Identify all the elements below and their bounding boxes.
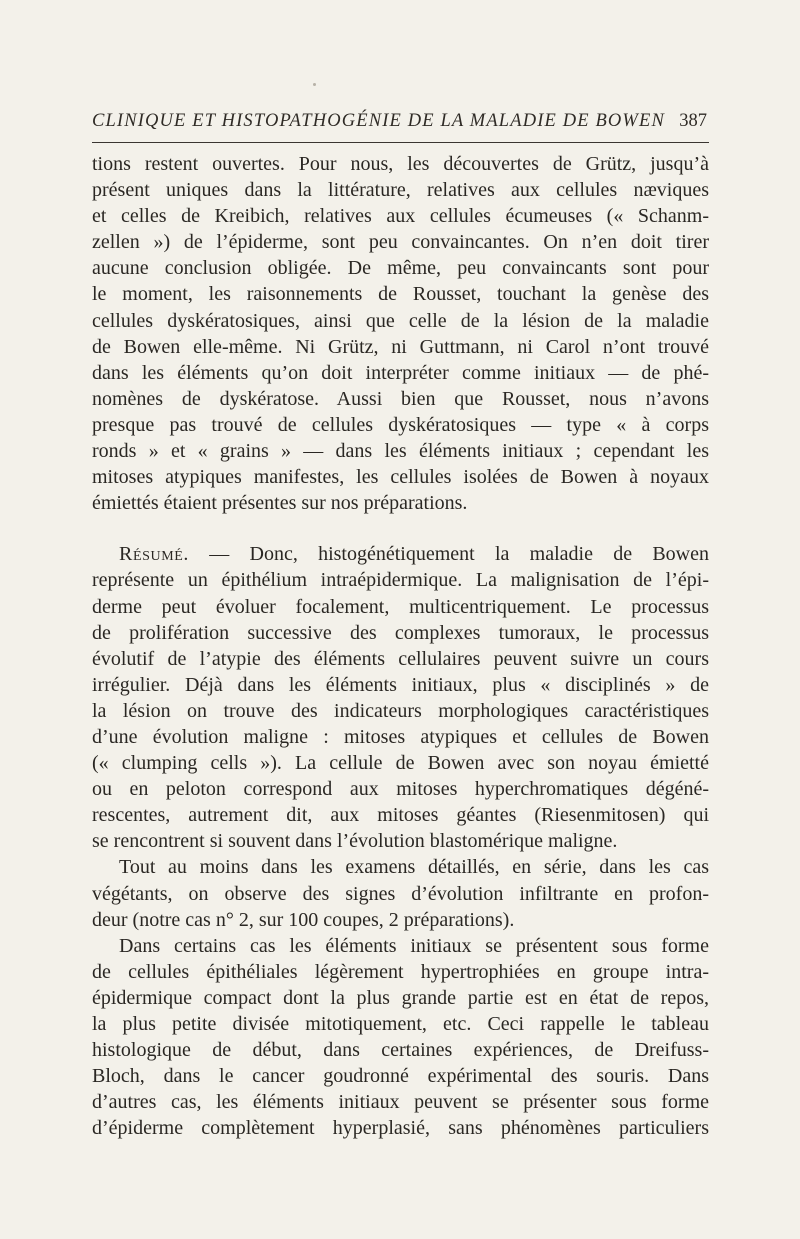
text-line: d’une évolution maligne : mitoses atypiques et cellules de Bowen	[92, 725, 709, 748]
paragraph-3	[92, 854, 709, 932]
text-line: végétants, on observe des signes d’évolution infiltrante en profon-	[92, 882, 709, 905]
text-line: ronds » et « grains » — dans les éléments initiaux ; cependant les	[92, 440, 709, 463]
body-text	[92, 151, 709, 1141]
paragraph-4	[92, 933, 709, 1142]
text-line: Tout au moins dans les examens détaillés, en série, dans les cas	[119, 856, 709, 879]
paragraph-2	[92, 541, 709, 854]
text-line: le moment, les raisonnements de Rousset, touchant la genèse des	[92, 283, 709, 306]
text-line: zellen ») de l’épiderme, sont peu convaincantes. On n’en doit tirer	[92, 231, 709, 254]
text-line: évolutif de l’atypie des éléments cellulaires peuvent suivre un cours	[92, 647, 709, 670]
text-line: deur (notre cas n° 2, sur 100 coupes, 2 préparations).	[92, 908, 515, 931]
text-line: ou en peloton correspond aux mitoses hyperchromatiques dégéné-	[92, 778, 709, 801]
header-rule	[92, 142, 709, 143]
text-line: représente un épithélium intraépidermique. La malignisation de l’épi-	[92, 569, 709, 592]
text-line: histologique de début, dans certaines expériences, de Dreifuss-	[92, 1039, 709, 1062]
header-title: CLINIQUE ET HISTOPATHOGÉNIE DE LA MALADIE DE BOWEN	[92, 111, 665, 131]
text-line: émiettés étaient présentes sur nos préparations.	[92, 492, 468, 515]
text-line: la lésion on trouve des indicateurs morphologiques caractéristiques	[92, 699, 709, 722]
text-line: de Bowen elle-même. Ni Grütz, ni Guttmann, ni Carol n’ont trouvé	[92, 335, 709, 358]
text-line: derme peut évoluer focalement, multicentriquement. Le processus	[92, 595, 709, 618]
text-line	[92, 541, 709, 567]
text-line: Dans certains cas les éléments initiaux se présentent sous forme	[119, 934, 709, 957]
text-line: nomènes de dyskératose. Aussi bien que Rousset, nous n’avons	[92, 387, 709, 410]
text-line: de prolifération successive des complexes tumoraux, le processus	[92, 621, 709, 644]
text-line: se rencontrent si souvent dans l’évolution blastomérique maligne.	[92, 830, 618, 853]
paper-speck	[313, 83, 316, 86]
text-line: dans les éléments qu’on doit interpréter comme initiaux — de phé-	[92, 361, 709, 384]
text-line: et celles de Kreibich, relatives aux cellules écumeuses (« Schanm-	[92, 205, 709, 228]
text-line: tions restent ouvertes. Pour nous, les découvertes de Grütz, jusqu’à	[92, 153, 709, 175]
text-line: Bloch, dans le cancer goudronné expérimental des souris. Dans	[92, 1065, 709, 1088]
text-line: rescentes, autrement dit, aux mitoses géantes (Riesenmitosen) qui	[92, 804, 709, 827]
section-label: Résumé.	[119, 543, 189, 566]
text-line: épidermique compact dont la plus grande partie est en état de repos,	[92, 986, 709, 1009]
text-line: aucune conclusion obligée. De même, peu convaincants sont pour	[92, 257, 709, 280]
text-line: d’autres cas, les éléments initiaux peuvent se présenter sous forme	[92, 1091, 709, 1114]
text-line-content: — Donc, histogénétiquement la maladie de Bowen	[189, 543, 709, 566]
text-line: d’épiderme complètement hyperplasié, sans phénomènes particuliers	[92, 1117, 709, 1140]
text-line: cellules dyskératosiques, ainsi que celle de la lésion de la maladie	[92, 309, 709, 332]
running-header	[92, 111, 709, 137]
text-line: irrégulier. Déjà dans les éléments initiaux, plus « disciplinés » de	[92, 673, 709, 696]
paragraph-gap	[92, 516, 709, 541]
text-line: présent uniques dans la littérature, relatives aux cellules næviques	[92, 179, 709, 202]
text-line: la plus petite divisée mitotiquement, etc. Ceci rappelle le tableau	[92, 1013, 709, 1035]
text-line: presque pas trouvé de cellules dyskératosiques — type « à corps	[92, 413, 709, 436]
text-line: (« clumping cells »). La cellule de Bowen avec son noyau émietté	[92, 752, 709, 775]
text-line: de cellules épithéliales légèrement hypertrophiées en groupe intra-	[92, 960, 709, 983]
text-line: mitoses atypiques manifestes, les cellules isolées de Bowen à noyaux	[92, 466, 709, 489]
paragraph-1	[92, 151, 709, 516]
page-number: 387	[679, 111, 707, 131]
